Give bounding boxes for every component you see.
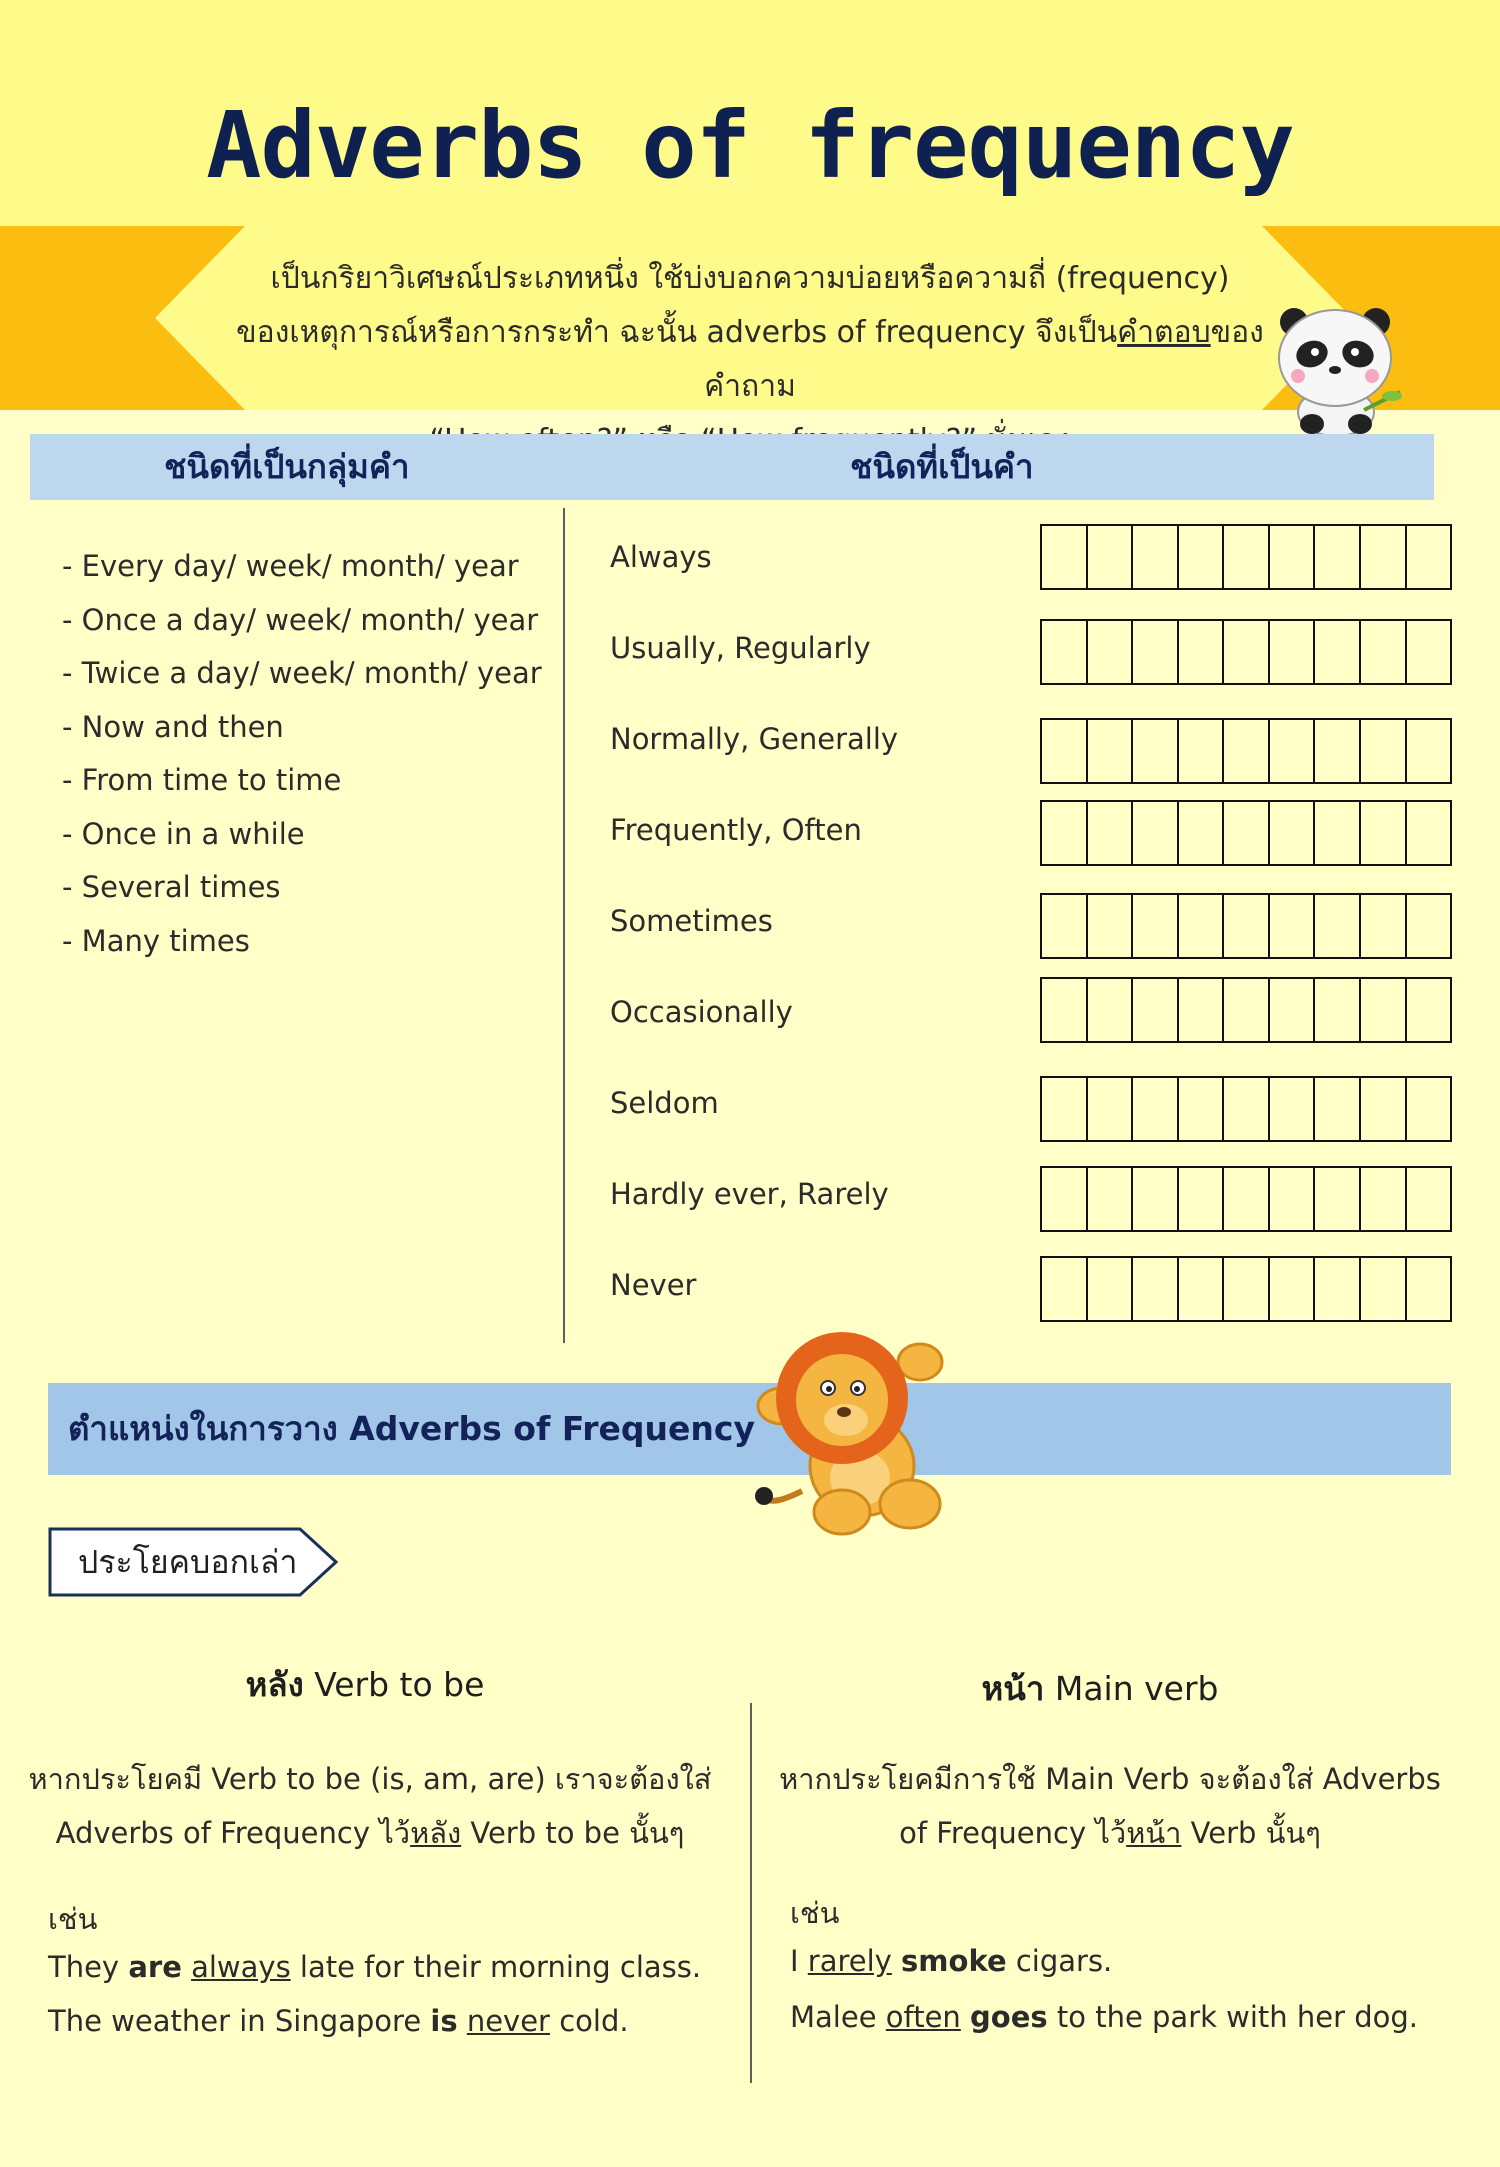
before-main-verb-description: หากประโยคมีการใช้ Main Verb จะต้องใส่ Adverbs of Frequency ไว้หน้า Verb นั้นๆ (779, 1762, 1441, 1850)
example-sentence: The weather in Singapore is never cold. (48, 2004, 629, 2038)
frequency-boxes (1040, 1076, 1452, 1142)
frequency-boxes (1040, 893, 1452, 959)
word-label: Frequently, Often (610, 813, 862, 847)
frequency-boxes (1040, 524, 1452, 590)
example-sentence: They are always late for their morning class. (48, 1950, 702, 1984)
list-item: - Several times (62, 870, 281, 904)
intro-line-1: เป็นกริยาวิเศษณ์ประเภทหนึ่ง ใช้บ่งบอกความบ่อยหรือความถี่ (frequency) (270, 261, 1230, 296)
after-verb-to-be-description: หากประโยคมี Verb to be (is, am, are) เราจะต้องใส่ Adverbs of Frequency ไว้หลัง Verb to be นั้นๆ (28, 1762, 712, 1850)
lion-icon (742, 1316, 972, 1541)
panda-icon (1268, 300, 1408, 440)
types-header-band (30, 434, 1434, 500)
frequency-boxes (1040, 619, 1452, 685)
list-item: - Every day/ week/ month/ year (62, 549, 519, 583)
list-item: - Once a day/ week/ month/ year (62, 602, 539, 637)
list-item: - Twice a day/ week/ month/ year (62, 656, 542, 690)
frequency-boxes (1040, 718, 1452, 784)
position-title: ตำแหน่งในการวาง Adverbs of Frequency (68, 1409, 755, 1448)
column-divider (563, 508, 565, 1343)
column-divider (750, 1703, 752, 2083)
list-item: - Many times (62, 923, 250, 958)
word-label: Sometimes (610, 904, 773, 938)
example-label: เช่น (790, 1896, 840, 1930)
tag-label: ประโยคบอกเล่า (78, 1543, 298, 1581)
word-label: Occasionally (610, 995, 793, 1029)
word-label: Usually, Regularly (610, 631, 871, 665)
after-verb-to-be-title: หลัง Verb to be (245, 1665, 485, 1704)
frequency-boxes (1040, 977, 1452, 1043)
phrase-list (62, 540, 572, 968)
word-header: ชนิดที่เป็นคำ (850, 447, 1034, 486)
list-item: - From time to time (62, 763, 342, 797)
page-title: Adverbs of frequency (206, 92, 1294, 199)
example-label: เช่น (48, 1902, 98, 1936)
statement-tag (48, 1527, 338, 1597)
intro-line-2: ของเหตุการณ์หรือการกระทำ ฉะนั้น adverbs of frequency จึงเป็นคำตอบของคำถาม (236, 315, 1264, 404)
group-header: ชนิดที่เป็นกลุ่มคำ (164, 447, 410, 486)
word-label: Seldom (610, 1086, 719, 1120)
list-item: - Once in a while (62, 816, 305, 851)
frequency-boxes (1040, 1256, 1452, 1322)
example-sentence: I rarely smoke cigars. (790, 1944, 1113, 1978)
word-label: Always (610, 540, 712, 574)
frequency-boxes (1040, 800, 1452, 866)
word-label: Normally, Generally (610, 722, 899, 756)
word-label: Never (610, 1268, 697, 1302)
before-main-verb-title: หน้า Main verb (981, 1669, 1219, 1708)
frequency-boxes (1040, 1166, 1452, 1232)
list-item: - Now and then (62, 709, 284, 744)
example-sentence: Malee often goes to the park with her dog. (790, 2000, 1419, 2034)
word-label: Hardly ever, Rarely (610, 1177, 889, 1211)
